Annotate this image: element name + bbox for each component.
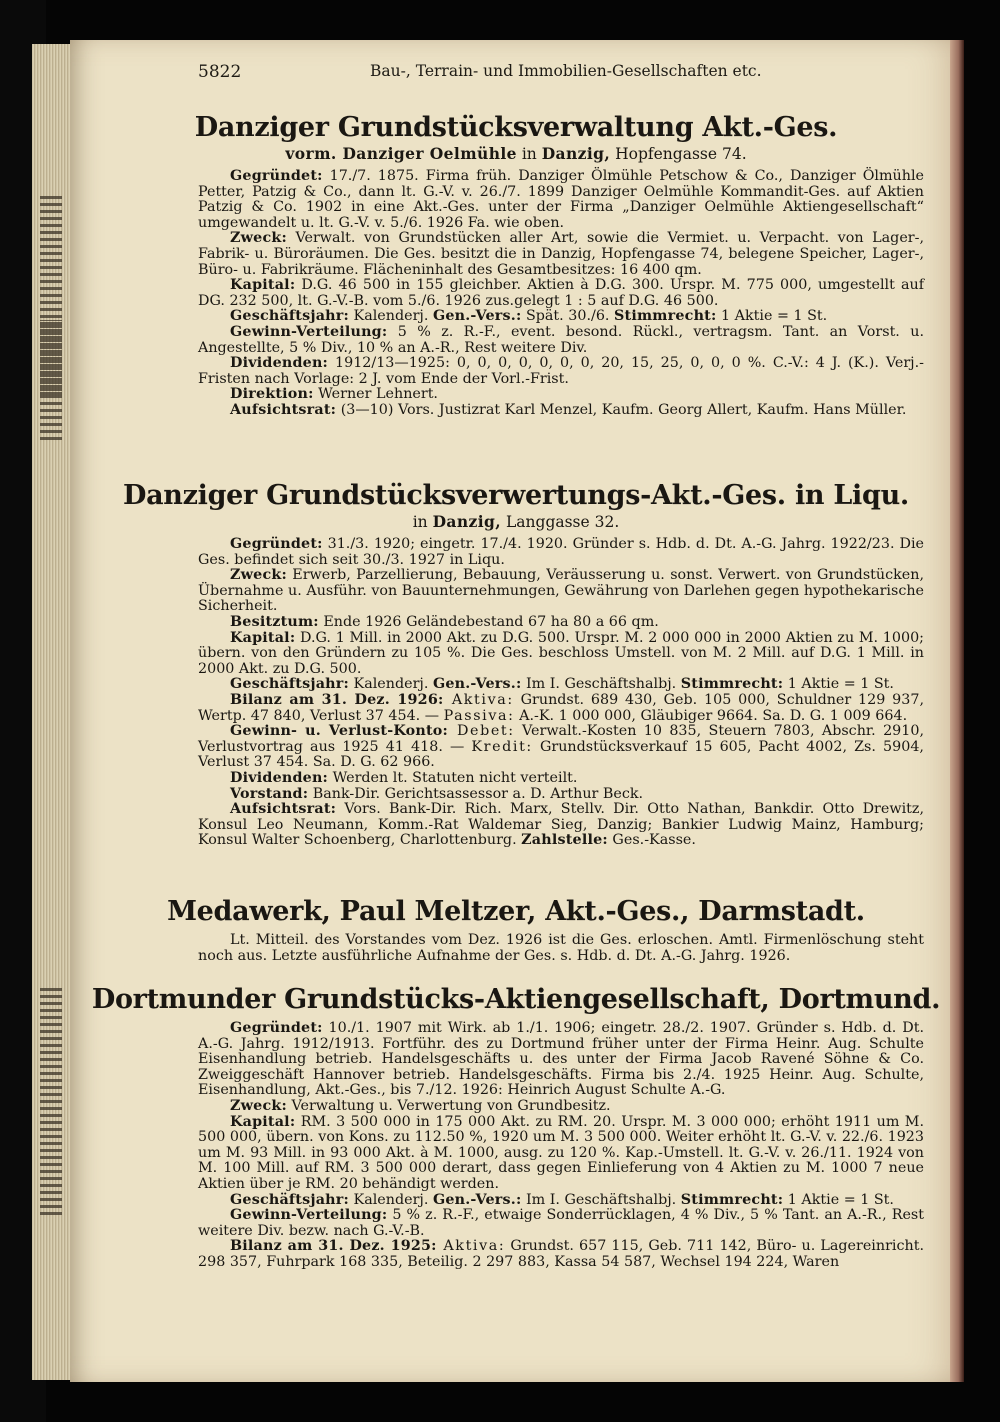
paragraph: Gewinn-Verteilung: 5 % z. R.-F., event. besond. Rückl., vertragsm. Tant. an Vorst. u. Angestellte, 5 % Div., 10 % an A.-R., Rest weitere Div. xyxy=(198,323,924,356)
page-right-edge xyxy=(950,40,964,1382)
paragraph: Vorstand: Bank-Dir. Gerichtsassessor a. D. Arthur Beck. xyxy=(230,785,644,802)
paragraph: Gewinn- u. Verlust-Konto: Debet: Verwalt.-Kosten 10 835, Steuern 7803, Abschr. 2910, Verlustvortrag aus 1925 41 418. — Kredit: Grundstücksverkauf 15 605, Pacht 4002, Zs. 5904, Verlust 37 454. Sa. D. G. 62 966. xyxy=(198,723,924,771)
running-title: Bau-, Terrain- und Immobilien-Gesellschaften etc. xyxy=(370,62,762,80)
paragraph: Aufsichtsrat: Vors. Bank-Dir. Rich. Marx, Stellv. Dir. Otto Nathan, Bankdir. Otto Drewitz, Konsul Leo Neumann, Komm.-Rat Waldemar Sieg, Danzig; Bankier Ludwig Mainz, Hamburg; Konsul Walter Schoenberg, Charlottenburg. Zahlstelle: Ges.-Kasse. xyxy=(198,801,924,849)
entry-body xyxy=(198,1021,924,1271)
paragraph: Zweck: Verwalt. von Grundstücken aller Art, sowie die Vermiet. u. Verpacht. von Lager-, Fabrik- u. Büroräumen. Die Ges. besitzt die in Danzig, Hopfengasse 74, belegene Speicher, Lager-, Büro- u. Fabrikräume. Flächeninhalt des Gesamtbesitzes: 16 400 qm. xyxy=(198,230,924,278)
paragraph: Dividenden: 1912/13—1925: 0, 0, 0, 0, 0, 0, 0, 20, 15, 25, 0, 0, 0 %. C.-V.: 4 J. (K.). Verj.-Fristen nach Vorlage: 2 J. vom Ende der Vorl.-Frist. xyxy=(198,355,924,387)
paragraph: Besitztum: Ende 1926 Geländebestand 67 ha 80 a 66 qm. xyxy=(230,613,659,630)
entry-body xyxy=(198,933,924,964)
company-title: Danziger Grundstücksverwaltung Akt.-Ges. xyxy=(194,112,838,143)
company-title: Medawerk, Paul Meltzer, Akt.-Ges., Darmstadt. xyxy=(167,896,865,927)
company-entry-3 xyxy=(70,896,962,964)
company-entry-2 xyxy=(70,480,962,849)
paragraph: Zweck: Verwaltung u. Verwertung von Grundbesitz. xyxy=(230,1097,611,1114)
company-entry-4 xyxy=(70,984,962,1271)
paragraph: Geschäftsjahr: Kalenderj. Gen.-Vers.: Im I. Geschäftshalbj. Stimmrecht: 1 Aktie = 1 St. xyxy=(230,1191,894,1208)
page-stack-marks xyxy=(40,320,62,440)
paragraph: Geschäftsjahr: Kalenderj. Gen.-Vers.: Spät. 30./6. Stimmrecht: 1 Aktie = 1 St. xyxy=(230,308,828,325)
paragraph: Direktion: Werner Lehnert. xyxy=(230,386,438,403)
paragraph: Kapital: D.G. 1 Mill. in 2000 Akt. zu D.G. 500. Urspr. M. 2 000 000 in 2000 Aktien zu M. 1000; übern. von den Gründern zu 105 %. Die Ges. beschloss Umstell. von M. 2 Mill. auf D.G. 1 Mill. in 2000 Akt. zu D.G. 500. xyxy=(198,629,924,677)
paragraph: Bilanz am 31. Dez. 1925: Aktiva: Grundst. 657 115, Geb. 711 142, Büro- u. Lagereinricht. 298 357, Fuhrpark 168 335, Beteilig. 2 297 883, Kassa 54 587, Wechsel 194 224, Waren xyxy=(198,1238,925,1270)
paragraph: Geschäftsjahr: Kalenderj. Gen.-Vers.: Im I. Geschäftshalbj. Stimmrecht: 1 Aktie = 1 St. xyxy=(230,676,894,693)
paragraph: Zweck: Erwerb, Parzellierung, Bebauung, Veräusserung u. sonst. Verwert. von Grundstücken, Übernahme u. Ausführ. von Bauunternehmungen, Gewährung von Darlehen gegen hypothekarische Sicherheit. xyxy=(198,567,924,615)
entry-body xyxy=(198,537,924,849)
page-header xyxy=(70,62,962,92)
page-stack-marks xyxy=(40,985,62,1215)
paragraph: Lt. Mitteil. des Vorstandes vom Dez. 1926 ist die Ges. erloschen. Amtl. Firmenlöschung steht noch aus. Letzte ausführliche Aufnahme der Ges. s. Hdb. d. Dt. A.-G. Jahrg. 1926. xyxy=(198,932,924,964)
book-page xyxy=(70,40,962,1382)
paragraph: Gewinn-Verteilung: 5 % z. R.-F., etwaige Sonderrücklagen, 4 % Div., 5 % Tant. an A.-R., Rest weitere Div. bezw. nach G.-V.-B. xyxy=(198,1207,924,1239)
page-number: 5822 xyxy=(198,62,242,82)
company-entry-1 xyxy=(70,112,962,419)
company-subtitle: in Danzig, Langgasse 32. xyxy=(412,512,620,531)
entry-body xyxy=(198,169,924,419)
company-title: Danziger Grundstücksverwertungs-Akt.-Ges. in Liqu. xyxy=(122,480,910,511)
paragraph: Gegründet: 10./1. 1907 mit Wirk. ab 1./1. 1906; eingetr. 28./2. 1907. Gründer s. Hdb. d. Dt. A.-G. Jahrg. 1912/1913. Fortführ. des zu Dortmund früher unter der Firma Heinr. Aug. Schulte Eisenhandlung betrieb. Handelsgeschäfts u. des unter der Firma Jacob Ravené Söhne & Co. Zweiggeschäft Hannover betrieb. Handelsgeschäfts. Firma bis 2./4. 1925 Heinr. Aug. Schulte, Eisenhandlung, Akt.-Ges., bis 7./12. 1926: Heinrich August Schulte A.-G. xyxy=(198,1020,924,1099)
paragraph: Dividenden: Werden lt. Statuten nicht verteilt. xyxy=(230,769,578,786)
paragraph: Bilanz am 31. Dez. 1926: Aktiva: Grundst. 689 430, Geb. 105 000, Schuldner 129 937, Wertp. 47 840, Verlust 37 454. — Passiva: A.-K. 1 000 000, Gläubiger 9664. Sa. D. G. 1 009 664. xyxy=(198,691,924,724)
company-title: Dortmunder Grundstücks-Aktiengesellschaft, Dortmund. xyxy=(91,984,941,1015)
paragraph: Aufsichtsrat: (3—10) Vors. Justizrat Karl Menzel, Kaufm. Georg Allert, Kaufm. Hans Müller. xyxy=(230,401,907,418)
paragraph: Gegründet: 17./7. 1875. Firma früh. Danziger Ölmühle Petschow & Co., Danziger Ölmühle Petter, Patzig & Co., dann lt. G.-V. v. 26./7. 1899 Danziger Oelmühle Kommandit-Ges. auf Aktien Patzig & Co. 1902 in eine Akt.-Ges. unter der Firma „Danziger Oelmühle Aktiengesellschaft“ umgewandelt u. lt. G.-V. v. 5./6. 1926 Fa. wie oben. xyxy=(198,168,924,231)
paragraph: Gegründet: 31./3. 1920; eingetr. 17./4. 1920. Gründer s. Hdb. d. Dt. A.-G. Jahrg. 1922/23. Die Ges. befindet sich seit 30./3. 1927 in Liqu. xyxy=(198,536,924,568)
paragraph: Kapital: RM. 3 500 000 in 175 000 Akt. zu RM. 20. Urspr. M. 3 000 000; erhöht 1911 um M. 500 000, übern. von Kons. zu 112.50 %, 1920 um M. 3 500 000. Weiter erhöht lt. G.-V. v. 22./6. 1923 um M. 93 Mill. in 93 000 Akt. à M. 1000, ausg. zu 120 %. Kap.-Umstell. lt. G.-V. v. 26./11. 1924 von M. 100 Mill. auf RM. 3 500 000 derart, dass gegen Einlieferung von 4 Aktien zu M. 1000 7 neue Aktien über je RM. 20 behändigt werden. xyxy=(198,1113,924,1192)
company-subtitle: vorm. Danziger Oelmühle in Danzig, Hopfengasse 74. xyxy=(285,144,747,163)
paragraph: Kapital: D.G. 46 500 in 155 gleichber. Aktien à D.G. 300. Urspr. M. 775 000, umgestellt auf DG. 232 500, lt. G.-V.-B. vom 5./6. 1926 zus.gelegt 1 : 5 auf D.G. 46 500. xyxy=(198,277,924,309)
